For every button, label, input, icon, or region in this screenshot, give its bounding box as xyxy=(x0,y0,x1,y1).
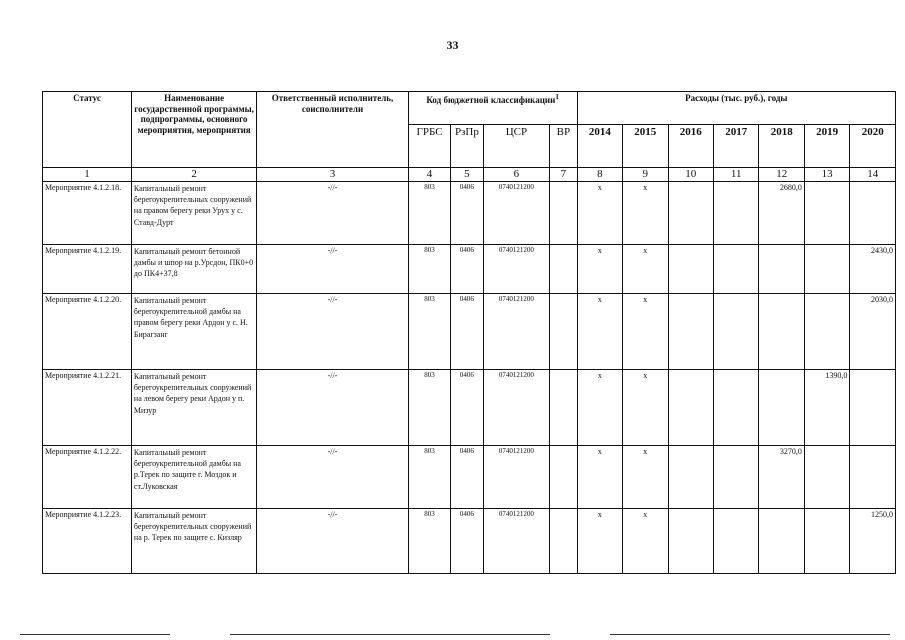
header-expenses: Расходы (тыс. руб.), годы xyxy=(577,92,895,125)
cell-csr: 0740121200 xyxy=(483,370,550,446)
cell-status: Мероприятие 4.1.2.20. xyxy=(43,294,132,370)
cell-2019 xyxy=(804,245,849,294)
cell-status: Мероприятие 4.1.2.22. xyxy=(43,446,132,509)
cell-rzpr: 0406 xyxy=(451,182,483,245)
cell-executor: -//- xyxy=(257,294,409,370)
cell-2014: х xyxy=(577,245,622,294)
cell-2016 xyxy=(668,509,713,574)
footer-rule xyxy=(20,634,170,635)
column-number-row xyxy=(43,168,896,182)
budget-table xyxy=(42,91,896,574)
cell-2015: х xyxy=(623,182,668,245)
column-number: 4 xyxy=(408,168,450,182)
cell-2014: х xyxy=(577,509,622,574)
table-row xyxy=(43,370,896,446)
cell-vr xyxy=(550,182,577,245)
cell-2016 xyxy=(668,370,713,446)
cell-2017 xyxy=(713,294,758,370)
cell-vr xyxy=(550,294,577,370)
cell-executor: -//- xyxy=(257,245,409,294)
header-grbs: ГРБС xyxy=(408,125,450,168)
cell-2018: 3270,0 xyxy=(759,446,804,509)
cell-grbs: 803 xyxy=(408,509,450,574)
cell-2019 xyxy=(804,182,849,245)
cell-rzpr: 0406 xyxy=(451,245,483,294)
column-number: 3 xyxy=(257,168,409,182)
cell-executor: -//- xyxy=(257,446,409,509)
cell-2017 xyxy=(713,370,758,446)
cell-csr: 0740121200 xyxy=(483,446,550,509)
cell-2020 xyxy=(850,370,896,446)
cell-rzpr: 0406 xyxy=(451,446,483,509)
header-csr: ЦСР xyxy=(483,125,550,168)
cell-grbs: 803 xyxy=(408,370,450,446)
cell-2015: х xyxy=(623,370,668,446)
cell-2017 xyxy=(713,509,758,574)
cell-2020: 2030,0 xyxy=(850,294,896,370)
cell-vr xyxy=(550,245,577,294)
cell-2016 xyxy=(668,182,713,245)
cell-vr xyxy=(550,446,577,509)
cell-2014: х xyxy=(577,446,622,509)
cell-status: Мероприятие 4.1.2.21. xyxy=(43,370,132,446)
header-budget-code-footnote: 1 xyxy=(555,92,560,101)
column-number: 6 xyxy=(483,168,550,182)
cell-2016 xyxy=(668,446,713,509)
column-number: 5 xyxy=(451,168,483,182)
header-year-2014: 2014 xyxy=(577,125,622,168)
cell-vr xyxy=(550,509,577,574)
cell-2018 xyxy=(759,370,804,446)
cell-2016 xyxy=(668,245,713,294)
cell-name: Капитальный ремонт берегоукрепительной дамбы на р.Терек по защите г. Моздок и ст.Луковская xyxy=(131,446,256,509)
cell-2018 xyxy=(759,509,804,574)
header-executor: Ответственный исполнитель, соисполнители xyxy=(257,92,409,168)
cell-grbs: 803 xyxy=(408,182,450,245)
cell-2015: х xyxy=(623,446,668,509)
cell-2018 xyxy=(759,294,804,370)
table-header xyxy=(43,92,896,182)
table-row xyxy=(43,294,896,370)
header-year-2018: 2018 xyxy=(759,125,804,168)
cell-vr xyxy=(550,370,577,446)
cell-grbs: 803 xyxy=(408,245,450,294)
cell-name: Капитальный ремонт берегоукрепительных сооружений на р. Терек по защите с. Кизляр xyxy=(131,509,256,574)
cell-2014: х xyxy=(577,370,622,446)
cell-rzpr: 0406 xyxy=(451,370,483,446)
table-body xyxy=(43,182,896,574)
cell-2014: х xyxy=(577,294,622,370)
cell-name: Капитальный ремонт берегоукрепительных сооружений на правом берегу реки Урух у с. Ставд-Дурт xyxy=(131,182,256,245)
header-year-2017: 2017 xyxy=(713,125,758,168)
cell-name: Капитальный ремонт берегоукрепительных сооружений на левом берегу реки Ардон у п. Мизур xyxy=(131,370,256,446)
cell-name: Капитальный ремонт берегоукрепительной дамбы на правом берегу реки Ардон у с. Н. Бирагзанг xyxy=(131,294,256,370)
table-row xyxy=(43,509,896,574)
table-row xyxy=(43,446,896,509)
column-number: 10 xyxy=(668,168,713,182)
column-number: 1 xyxy=(43,168,132,182)
column-number: 7 xyxy=(550,168,577,182)
cell-csr: 0740121200 xyxy=(483,294,550,370)
cell-2019 xyxy=(804,294,849,370)
table-row xyxy=(43,245,896,294)
cell-grbs: 803 xyxy=(408,446,450,509)
page-number: 33 xyxy=(446,38,459,52)
cell-2015: х xyxy=(623,294,668,370)
cell-2018 xyxy=(759,245,804,294)
cell-status: Мероприятие 4.1.2.19. xyxy=(43,245,132,294)
header-rzpr: РзПр xyxy=(451,125,483,168)
cell-2018: 2680,0 xyxy=(759,182,804,245)
column-number: 14 xyxy=(850,168,896,182)
cell-grbs: 803 xyxy=(408,294,450,370)
cell-2020 xyxy=(850,182,896,245)
header-year-2015: 2015 xyxy=(623,125,668,168)
cell-rzpr: 0406 xyxy=(451,509,483,574)
cell-2020: 1250,0 xyxy=(850,509,896,574)
column-number: 9 xyxy=(623,168,668,182)
cell-executor: -//- xyxy=(257,182,409,245)
header-year-2020: 2020 xyxy=(850,125,896,168)
cell-2015: х xyxy=(623,245,668,294)
cell-2014: х xyxy=(577,182,622,245)
column-number: 11 xyxy=(713,168,758,182)
header-name: Наименование государственной программы, подпрограммы, основного мероприятия, мероприятия xyxy=(131,92,256,168)
cell-executor: -//- xyxy=(257,509,409,574)
cell-name: Капитальный ремонт бетонной дамбы и шпор на р.Урсдон, ПК0+0 до ПК4+37,8 xyxy=(131,245,256,294)
header-year-2016: 2016 xyxy=(668,125,713,168)
header-budget-code-text: Код бюджетной классификации xyxy=(426,95,556,105)
cell-executor: -//- xyxy=(257,370,409,446)
cell-2020: 2430,0 xyxy=(850,245,896,294)
cell-2015: х xyxy=(623,509,668,574)
cell-2019 xyxy=(804,509,849,574)
cell-2019 xyxy=(804,446,849,509)
cell-csr: 0740121200 xyxy=(483,245,550,294)
cell-2016 xyxy=(668,294,713,370)
cell-2017 xyxy=(713,245,758,294)
header-vr: ВР xyxy=(550,125,577,168)
cell-status: Мероприятие 4.1.2.18. xyxy=(43,182,132,245)
cell-2020 xyxy=(850,446,896,509)
footer-rule xyxy=(230,634,550,635)
column-number: 13 xyxy=(804,168,849,182)
cell-2017 xyxy=(713,182,758,245)
cell-rzpr: 0406 xyxy=(451,294,483,370)
cell-2017 xyxy=(713,446,758,509)
header-year-2019: 2019 xyxy=(804,125,849,168)
column-number: 12 xyxy=(759,168,804,182)
cell-status: Мероприятие 4.1.2.23. xyxy=(43,509,132,574)
header-status: Статус xyxy=(43,92,132,168)
column-number: 2 xyxy=(131,168,256,182)
table-row xyxy=(43,182,896,245)
header-budget-code xyxy=(408,92,577,125)
cell-csr: 0740121200 xyxy=(483,509,550,574)
cell-2019: 1390,0 xyxy=(804,370,849,446)
column-number: 8 xyxy=(577,168,622,182)
footer-rule xyxy=(610,634,890,635)
cell-csr: 0740121200 xyxy=(483,182,550,245)
